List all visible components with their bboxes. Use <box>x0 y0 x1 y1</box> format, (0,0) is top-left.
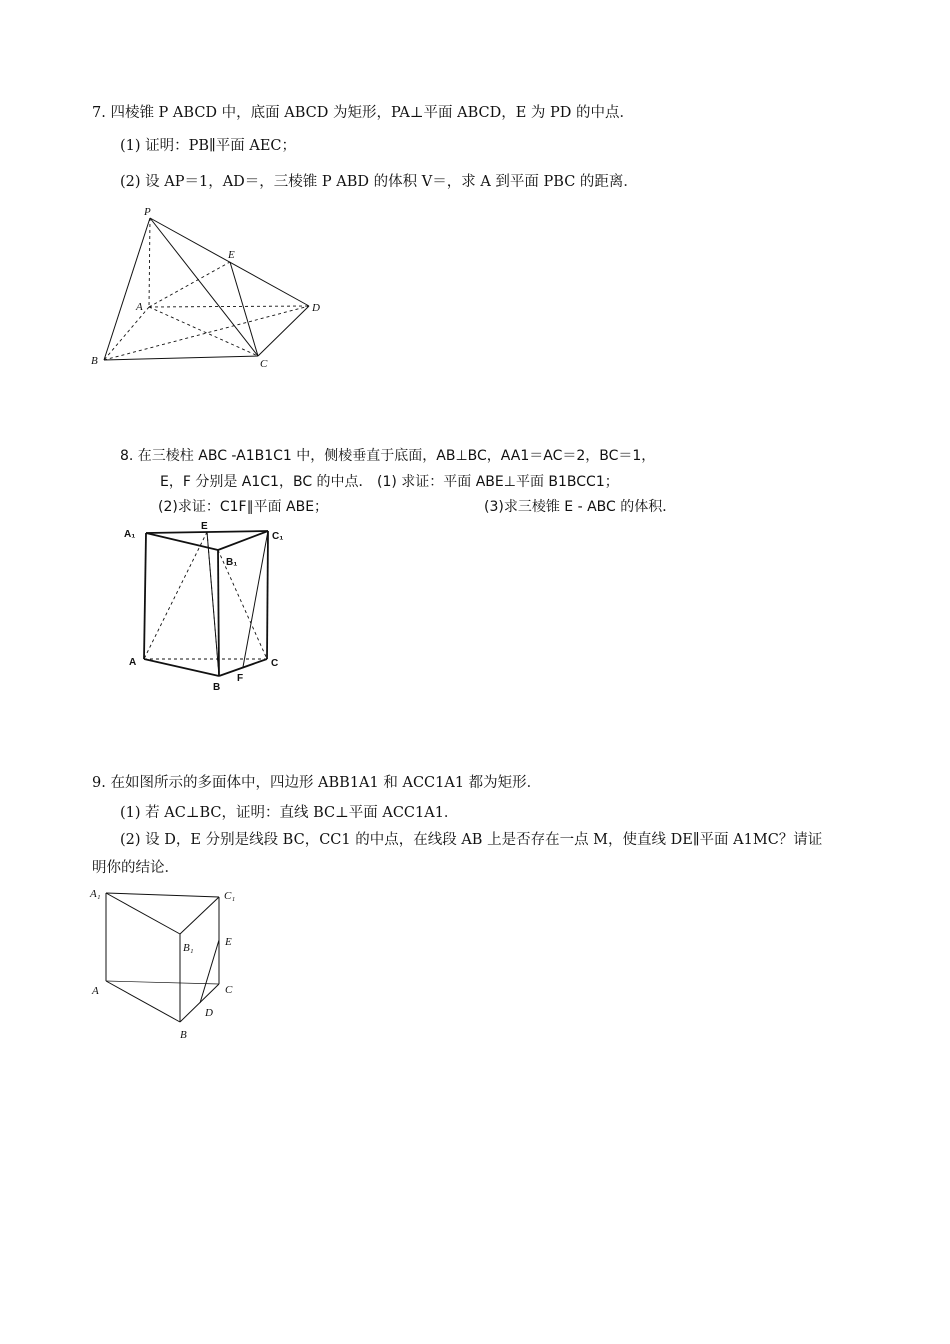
problem-9-part-2: (2) 设 D，E 分别是线段 BC，CC1 的中点，在线段 AB 上是否存在一点 M，使直线 DE∥平面 A1MC？请证 <box>120 832 823 848</box>
label-A: A <box>92 985 99 997</box>
label-A1: A₁ <box>90 888 101 900</box>
label-A: A <box>129 657 137 668</box>
problem-9-part-1: (1) 若 AC⊥BC，证明：直线 BC⊥平面 ACC1A1． <box>120 805 459 821</box>
label-A: A <box>136 301 143 313</box>
label-F: F <box>237 673 244 684</box>
label-B: B <box>91 355 98 367</box>
problem-8-part-2: (2)求证：C1F∥平面 ABE； <box>158 499 329 515</box>
label-C: C <box>225 984 233 996</box>
problem-8-stem: 8. 在三棱柱 ABC -A1B1C1 中，侧棱垂直于底面，AB⊥BC，AA1＝AC＝2，BC＝1， <box>120 448 656 464</box>
problem-8-part-3: (3)求三棱锥 E - ABC 的体积． <box>484 499 677 515</box>
problem-8-stem-2: E，F 分别是 A1C1，BC 的中点． (1) 求证：平面 ABE⊥平面 B1BCC1； <box>160 474 619 490</box>
label-P: P <box>144 206 151 218</box>
label-E: E <box>228 249 235 261</box>
problem-7-stem: 7. 四棱锥 P ABCD 中，底面 ABCD 为矩形，PA⊥平面 ABCD，E 为 PD 的中点． <box>92 105 635 121</box>
label-E: E <box>225 936 232 948</box>
label-C1: C₁ <box>224 890 236 902</box>
problem-7-part-1: (1) 证明：PB∥平面 AEC； <box>120 138 297 154</box>
label-C: C <box>260 358 268 370</box>
problem-9-stem: 9. 在如图所示的多面体中，四边形 ABB1A1 和 ACC1A1 都为矩形． <box>92 775 542 791</box>
label-D: D <box>205 1007 213 1019</box>
problem-9-part-2-cont: 明你的结论． <box>92 860 179 876</box>
label-E: E <box>201 521 208 532</box>
label-D: D <box>312 302 320 314</box>
label-B1: B₁ <box>226 557 238 568</box>
label-C1: C₁ <box>272 531 284 542</box>
label-B1: B₁ <box>183 942 194 954</box>
label-B: B <box>213 682 221 693</box>
label-C: C <box>271 658 279 669</box>
problem-7-part-2: (2) 设 AP＝1，AD＝，三棱锥 P ABD 的体积 V＝，求 A 到平面 PBC 的距离． <box>120 174 638 190</box>
label-B: B <box>180 1029 187 1041</box>
label-A1: A₁ <box>124 529 136 540</box>
